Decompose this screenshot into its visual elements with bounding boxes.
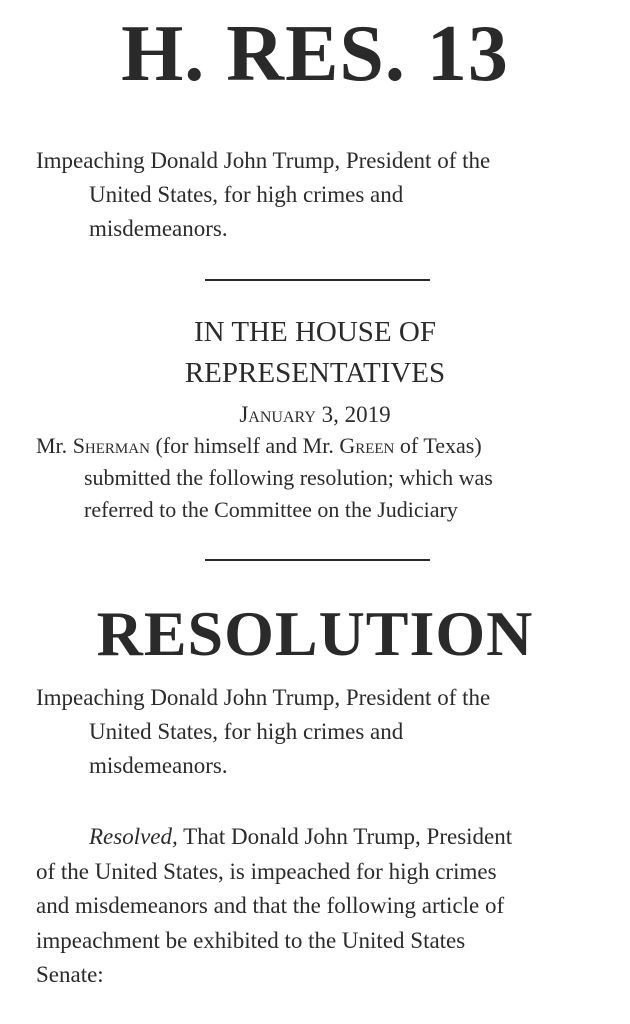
chamber-heading-line-2: REPRESENTATIVES xyxy=(184,357,446,389)
summary-bottom-line-2: United States, for high crimes and xyxy=(89,719,404,744)
bill-number-title: H. RES. 13 xyxy=(121,10,509,98)
resolved-line-3: and misdemeanors and that the following article of xyxy=(36,893,505,918)
introduction-date: January 3, 2019 xyxy=(239,402,391,427)
sponsor-statement xyxy=(36,430,493,526)
summary-paragraph-top xyxy=(36,144,490,246)
sponsor-line-1 xyxy=(36,430,493,462)
sponsor-end: of Texas) xyxy=(394,433,482,458)
resolved-line-4: impeachment be exhibited to the United States xyxy=(36,927,466,953)
sponsor-line-3: referred to the Committee on the Judiciary xyxy=(84,497,458,522)
summary-bottom-line-1: Impeaching Donald John Trump, President of the xyxy=(36,685,491,710)
sponsor-line-2: submitted the following resolution; which was xyxy=(84,465,493,490)
sponsor-name: Sherman xyxy=(72,433,150,458)
summary-top-line-1: Impeaching Donald John Trump, President of the xyxy=(36,148,491,173)
summary-paragraph-bottom xyxy=(36,681,490,783)
resolved-clause xyxy=(36,820,512,993)
resolved-line-2: of the United States, is impeached for high crimes xyxy=(36,858,497,884)
summary-top-line-2: United States, for high crimes and xyxy=(89,182,404,207)
resolution-heading: RESOLUTION xyxy=(96,598,534,669)
chamber-heading xyxy=(0,312,630,394)
resolved-keyword: Resolved, xyxy=(89,824,178,849)
cosponsor-name: Green xyxy=(339,433,395,458)
sponsor-middle: (for himself and Mr. xyxy=(149,433,340,458)
horizontal-divider-2 xyxy=(205,559,430,561)
sponsor-prefix: Mr. xyxy=(36,433,73,458)
horizontal-divider-1 xyxy=(205,279,430,281)
resolved-line-1-text: That Donald John Trump, President xyxy=(177,824,513,849)
resolved-line-5: Senate: xyxy=(36,962,104,987)
summary-top-line-3: misdemeanors. xyxy=(89,216,228,241)
resolved-line-1 xyxy=(36,820,512,855)
chamber-heading-line-1: IN THE HOUSE OF xyxy=(194,316,436,348)
summary-bottom-line-3: misdemeanors. xyxy=(89,753,228,778)
